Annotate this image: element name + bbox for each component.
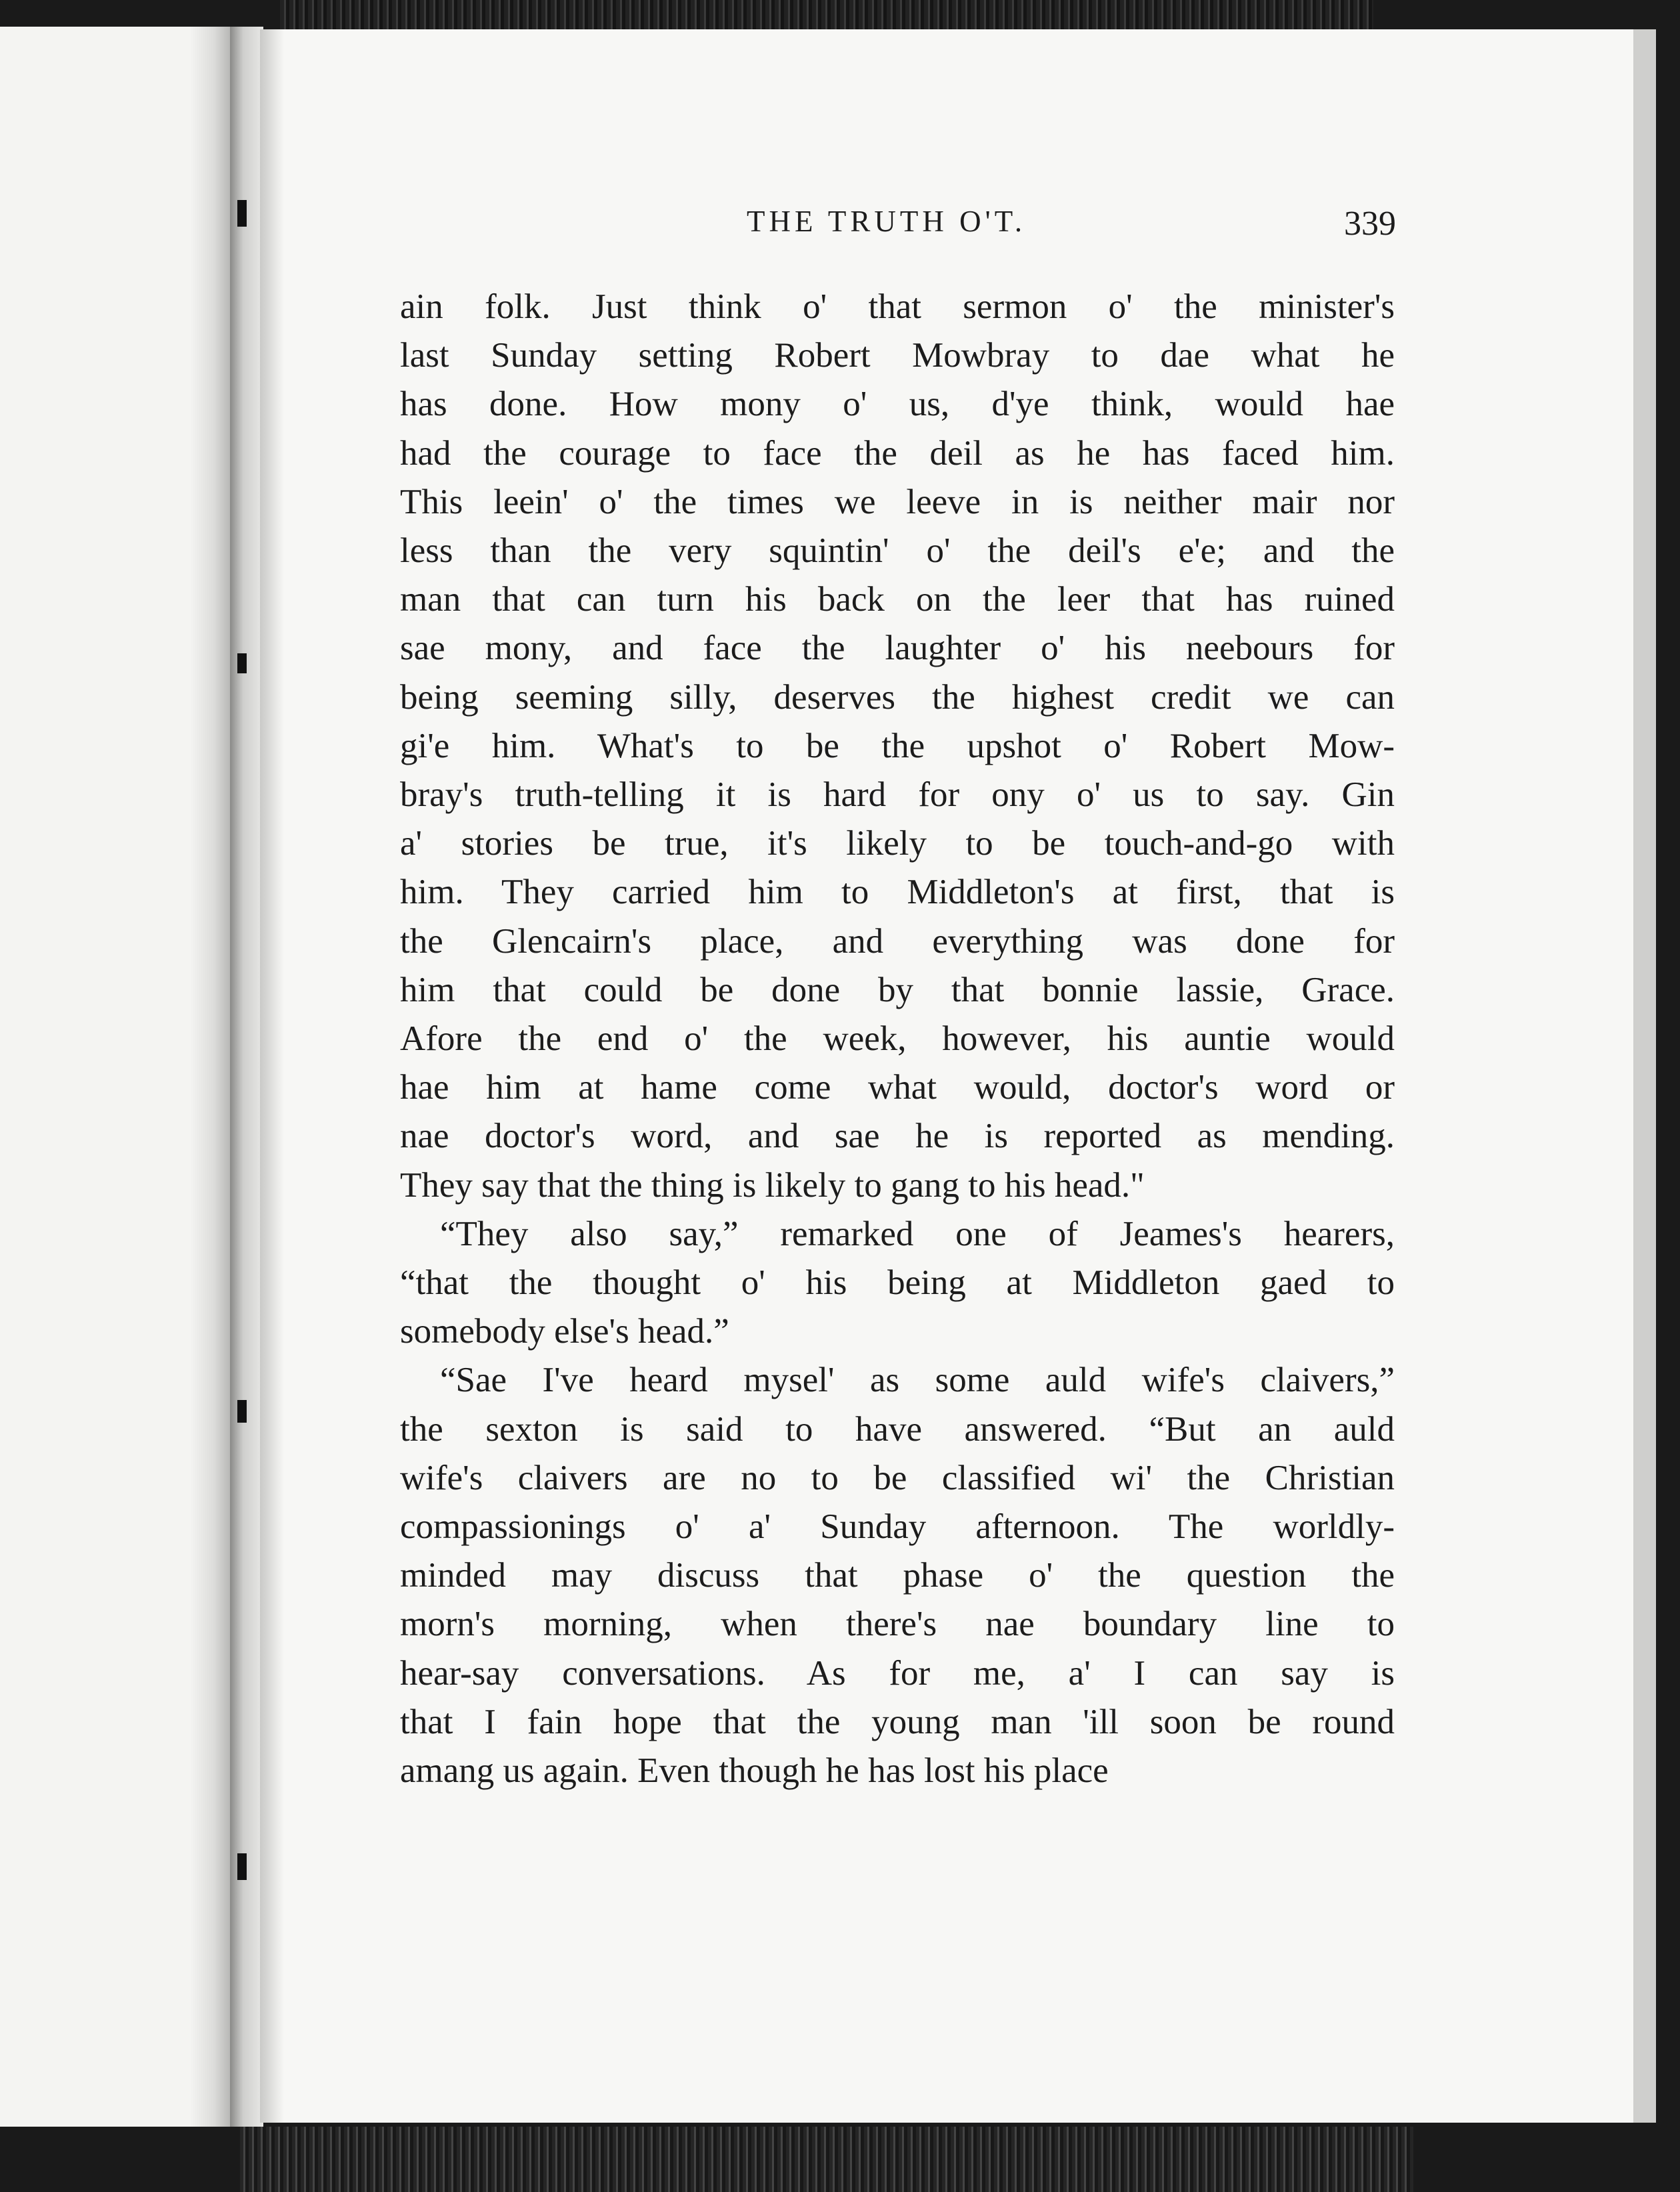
text-line: that I fain hope that the young man 'ill soon be round [400,1702,1395,1741]
text-line: gi'e him. What's to be the upshot o' Robert Mow- [400,726,1395,765]
text-line: “that the thought o' his being at Middleton gaed to [400,1263,1395,1303]
gutter-mark [237,653,247,673]
text-line: the Glencairn's place, and everything was done for [400,921,1395,961]
text-line: him that could be done by that bonnie lassie, Grace. [400,970,1395,1009]
text-line: has done. How mony o' us, d'ye think, would hae [400,385,1395,424]
text-line: morn's morning, when there's nae boundary line to [400,1605,1395,1644]
book-cover-top [280,0,1373,29]
text-line: sae mony, and face the laughter o' his neebours for [400,629,1395,668]
text-line: minded may discuss that phase o' the question the [400,1556,1395,1595]
text-line: This leein' o' the times we leeve in is neither mair nor [400,482,1395,521]
text-line: a' stories be true, it's likely to be touch-and-go with [400,824,1395,863]
book-cover-bottom [240,2127,1413,2192]
left-page-fold [190,27,230,2127]
text-line: They say that the thing is likely to gang to his head." [400,1165,1145,1205]
text-line: somebody else's head.” [400,1312,729,1351]
text-line: man that can turn his back on the leer that has ruined [400,580,1395,619]
text-line: had the courage to face the deil as he has faced him. [400,433,1395,473]
page-number: 339 [1344,205,1396,243]
text-line: bray's truth-telling it is hard for ony o' us to say. Gin [400,775,1395,815]
gutter-mark [237,1853,247,1880]
text-line: him. They carried him to Middleton's at first, that is [400,873,1395,912]
text-line: last Sunday setting Robert Mowbray to dae what he [400,336,1395,375]
text-line: compassionings o' a' Sunday afternoon. The worldly- [400,1507,1395,1547]
text-line: amang us again. Even though he has lost his place [400,1751,1109,1791]
text-line: the sexton is said to have answered. “But an auld [400,1409,1395,1449]
gutter-mark [237,1400,247,1423]
left-page [0,27,230,2127]
body-text [400,283,1395,1795]
text-line: “They also say,” remarked one of Jeames's hearers, [440,1214,1395,1253]
text-line: nae doctor's word, and sae he is reported as mending. [400,1117,1395,1156]
text-line: hear-say conversations. As for me, a' I can say is [400,1653,1395,1693]
text-line: hae him at hame come what would, doctor's word or [400,1068,1395,1107]
running-head: THE TRUTH O'T. [747,205,1027,238]
book-gutter [230,27,263,2127]
text-line: Afore the end o' the week, however, his auntie would [400,1019,1395,1059]
text-line: wife's claivers are no to be classified wi' the Christian [400,1458,1395,1497]
text-line: ain folk. Just think o' that sermon o' the minister's [400,287,1395,326]
text-line: less than the very squintin' o' the deil's e'e; and the [400,531,1395,571]
text-line: “Sae I've heard mysel' as some auld wife's claivers,” [440,1361,1395,1400]
text-line: being seeming silly, deserves the highest credit we can [400,677,1395,717]
gutter-mark [237,200,247,227]
